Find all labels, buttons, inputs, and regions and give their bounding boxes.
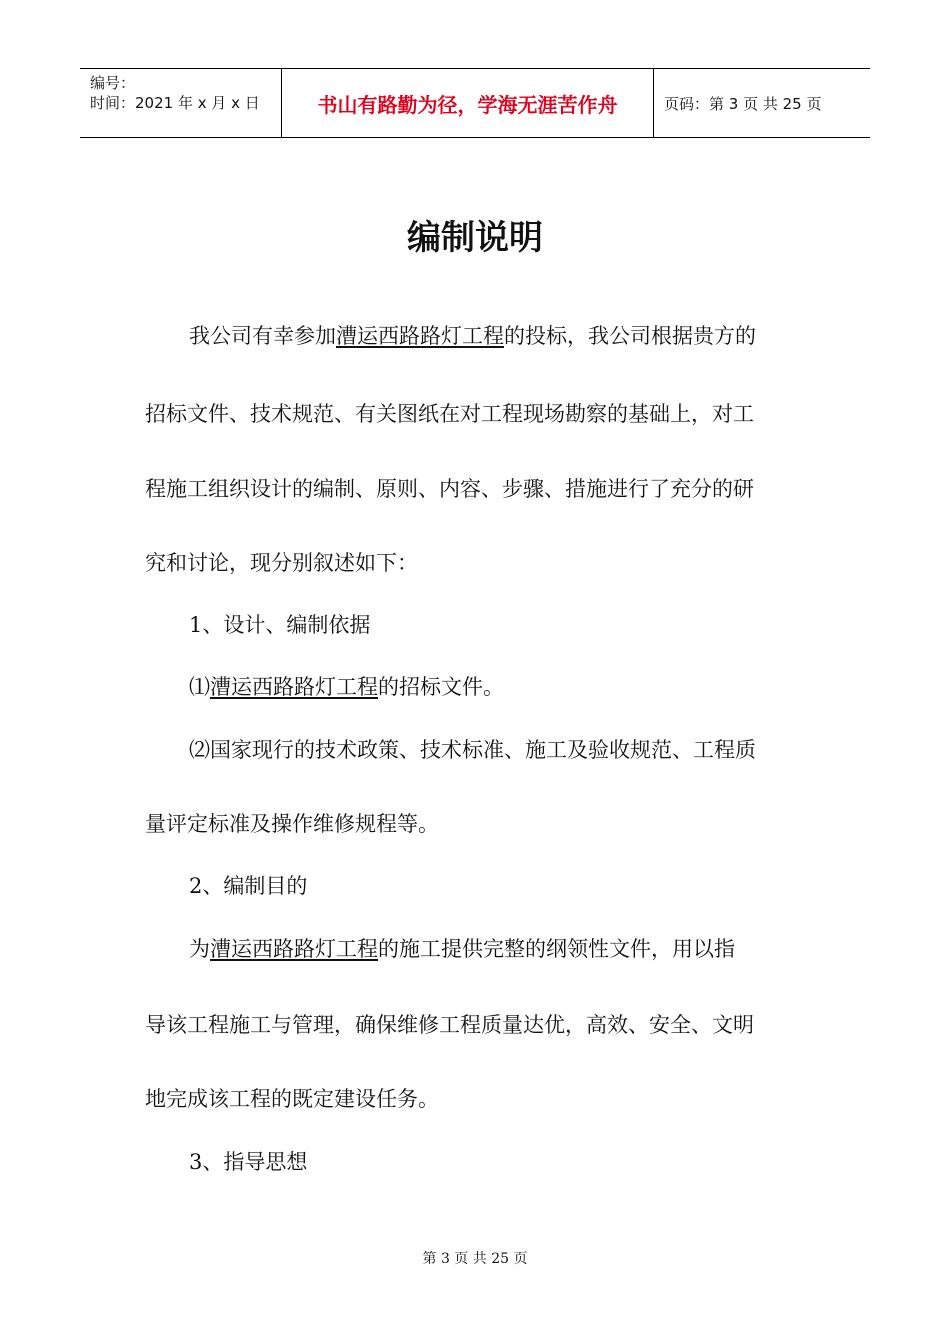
list-item: ⑵国家现行的技术政策、技术标准、施工及验收规范、工程质 [189,738,756,762]
document-title: 编制说明 [407,218,543,258]
text-span: 的施工提供完整的纲领性文件，用以指 [378,937,735,961]
document-date-label: 时间：2021 年 x 月 x 日 [90,94,260,112]
paragraph-line [145,322,815,350]
text-span: 的招标文件。 [378,675,504,699]
section-heading: 3、指导思想 [189,1150,308,1174]
list-item [145,673,815,701]
paragraph-line: 量评定标准及操作维修规程等。 [145,812,439,836]
text-span: ⑴ [189,675,210,699]
document-header [80,68,870,138]
paragraph-line: 究和讨论，现分别叙述如下： [145,551,418,575]
paragraph-line: 导该工程施工与管理，确保维修工程质量达优，高效、安全、文明 [145,1013,754,1037]
paragraph-line [145,935,815,963]
project-name: 漕运西路路灯工程 [336,324,504,348]
header-meta [80,69,282,137]
paragraph-line: 招标文件、技术规范、有关图纸在对工程现场勘察的基础上，对工 [145,402,754,426]
header-motto: 书山有路勤为径，学海无涯苦作舟 [282,69,654,137]
text-span: 为 [189,937,210,961]
page-footer: 第 3 页 共 25 页 [422,1251,528,1267]
section-heading: 2、编制目的 [189,874,308,898]
paragraph-line: 地完成该工程的既定建设任务。 [145,1087,439,1111]
project-name: 漕运西路路灯工程 [210,675,378,699]
text-span: 的投标，我公司根据贵方的 [504,324,756,348]
section-heading: 1、设计、编制依据 [189,613,371,637]
document-number-label: 编号： [90,74,136,92]
header-page-label: 页码：第 3 页 共 25 页 [664,94,822,113]
paragraph-line: 程施工组织设计的编制、原则、内容、步骤、措施进行了充分的研 [145,477,754,501]
text-span: 我公司有幸参加 [189,324,336,348]
project-name: 漕运西路路灯工程 [210,937,378,961]
